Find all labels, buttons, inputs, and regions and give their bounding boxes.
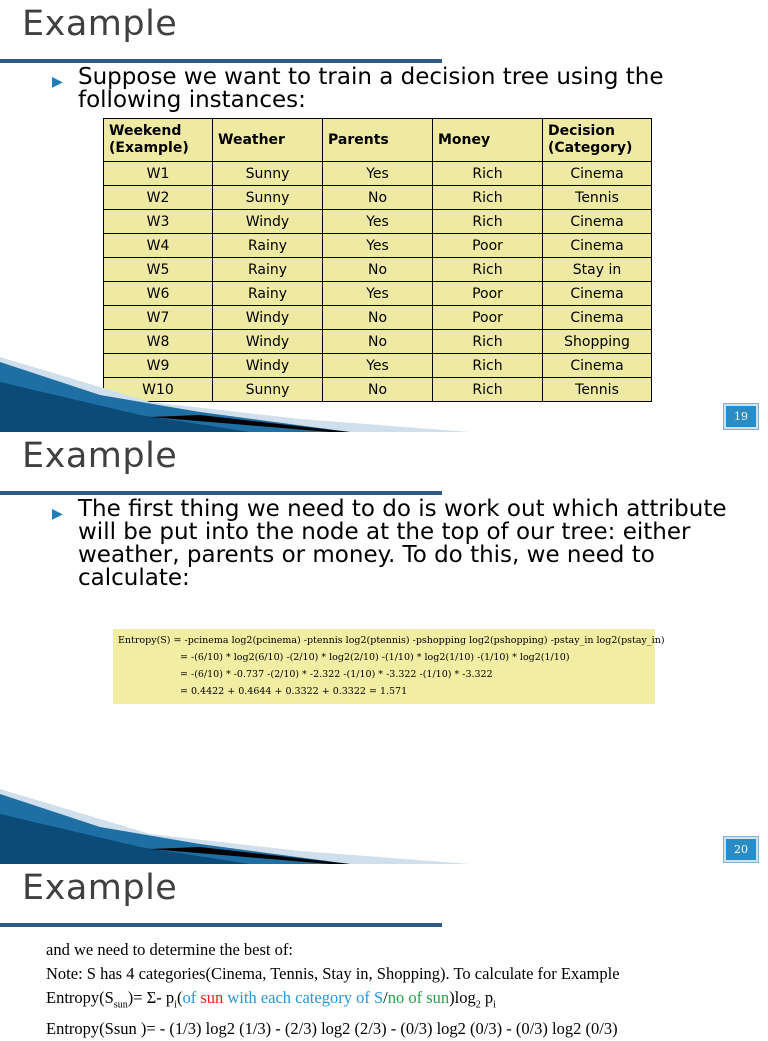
body-line: Note: S has 4 categories(Cinema, Tennis, Stay in, Shopping). To calculate for Example bbox=[46, 964, 620, 983]
table-header-row bbox=[104, 119, 652, 162]
bullet-item bbox=[52, 66, 742, 112]
table-row bbox=[104, 186, 652, 210]
bullet-text: Suppose we want to train a decision tree using the following instances: bbox=[78, 64, 664, 113]
table-cell: Rainy bbox=[213, 234, 323, 258]
triangle-bullet-icon: ▶ bbox=[52, 506, 63, 522]
slide-title: Example bbox=[22, 436, 178, 476]
table-cell: W10 bbox=[104, 378, 213, 402]
table-cell: Cinema bbox=[543, 210, 652, 234]
table-cell: Poor bbox=[433, 306, 543, 330]
table-cell: Yes bbox=[323, 234, 433, 258]
table-cell: Cinema bbox=[543, 306, 652, 330]
table-cell: Tennis bbox=[543, 378, 652, 402]
header-money: Money bbox=[433, 119, 543, 162]
table-cell: Rich bbox=[433, 210, 543, 234]
slide-title: Example bbox=[22, 4, 178, 44]
header-weekend-text: Weekend (Example) bbox=[109, 123, 189, 156]
title-rule bbox=[0, 59, 442, 63]
table-cell: Sunny bbox=[213, 162, 323, 186]
text-run: / bbox=[383, 988, 388, 1007]
body-line: and we need to determine the best of: bbox=[46, 940, 293, 959]
table-cell: W2 bbox=[104, 186, 213, 210]
table-cell: Cinema bbox=[543, 282, 652, 306]
table-cell: Rich bbox=[433, 258, 543, 282]
bullet-item bbox=[52, 498, 742, 590]
table-cell: Shopping bbox=[543, 330, 652, 354]
triangle-bullet-icon: ▶ bbox=[52, 74, 63, 90]
text-run: no of sun bbox=[387, 988, 450, 1007]
table-cell: W3 bbox=[104, 210, 213, 234]
title-rule bbox=[0, 491, 442, 495]
table-cell: W8 bbox=[104, 330, 213, 354]
table-row bbox=[104, 282, 652, 306]
formula-line: = 0.4422 + 0.4644 + 0.3322 + 0.3322 = 1.571 bbox=[180, 686, 408, 697]
table-cell: W9 bbox=[104, 354, 213, 378]
table-cell: W7 bbox=[104, 306, 213, 330]
table-cell: Sunny bbox=[213, 186, 323, 210]
table-cell: Yes bbox=[323, 282, 433, 306]
table-cell: W6 bbox=[104, 282, 213, 306]
slide-number-badge: 20 bbox=[724, 837, 758, 862]
table-cell: Sunny bbox=[213, 378, 323, 402]
table-cell: Cinema bbox=[543, 354, 652, 378]
table-cell: Yes bbox=[323, 354, 433, 378]
body-line bbox=[46, 986, 620, 1017]
table-cell: No bbox=[323, 186, 433, 210]
text-run: )= Σ- p bbox=[127, 988, 175, 1007]
table-cell: Windy bbox=[213, 354, 323, 378]
table-cell: Tennis bbox=[543, 186, 652, 210]
table-cell: Rich bbox=[433, 186, 543, 210]
table-cell: W1 bbox=[104, 162, 213, 186]
title-rule bbox=[0, 923, 442, 927]
slide-20 bbox=[0, 432, 768, 864]
header-decision-text: Decision (Category) bbox=[548, 123, 633, 156]
table-cell: No bbox=[323, 330, 433, 354]
table-cell: Yes bbox=[323, 162, 433, 186]
text-run: )log bbox=[449, 988, 476, 1007]
formula-line: Entropy(S) = -pcinema log2(pcinema) -ptennis log2(ptennis) -pshopping log2(pshopping) -pstay_in log2(pstay_in) bbox=[118, 635, 665, 646]
body-line: Entropy(Ssun )= - (1/3) log2 (1/3) - (2/3) log2 (2/3) - (0/3) log2 (0/3) - (0/3) log2 (0/3) bbox=[46, 1019, 618, 1039]
table-cell: Poor bbox=[433, 282, 543, 306]
header-weekend bbox=[104, 119, 213, 162]
table-cell: Poor bbox=[433, 234, 543, 258]
entropy-formula-box bbox=[113, 629, 665, 704]
text-run: Entropy(S bbox=[46, 988, 114, 1007]
table-cell: Rich bbox=[433, 330, 543, 354]
table-cell: W5 bbox=[104, 258, 213, 282]
decorative-swoosh bbox=[0, 357, 470, 432]
text-run: p bbox=[484, 988, 494, 1007]
subscript: sun bbox=[113, 999, 128, 1011]
table-row bbox=[104, 306, 652, 330]
table-cell: Cinema bbox=[543, 162, 652, 186]
table-row bbox=[104, 330, 652, 354]
table-cell: Cinema bbox=[543, 234, 652, 258]
table-cell: No bbox=[323, 378, 433, 402]
table-cell: W4 bbox=[104, 234, 213, 258]
text-run: of bbox=[182, 988, 197, 1007]
table-row bbox=[104, 162, 652, 186]
table-cell: No bbox=[323, 306, 433, 330]
table-cell: Rainy bbox=[213, 258, 323, 282]
table-cell: Rich bbox=[433, 354, 543, 378]
table-cell: Rainy bbox=[213, 282, 323, 306]
subscript: i bbox=[493, 999, 496, 1011]
slide-19 bbox=[0, 0, 768, 432]
table-cell: Windy bbox=[213, 210, 323, 234]
table-cell: Rich bbox=[433, 378, 543, 402]
slide-number-badge: 19 bbox=[724, 404, 758, 429]
table-cell: Stay in bbox=[543, 258, 652, 282]
table-row bbox=[104, 258, 652, 282]
table-cell: Windy bbox=[213, 306, 323, 330]
slide-21 bbox=[0, 864, 768, 1039]
slide-body-text bbox=[46, 938, 620, 1041]
table-row bbox=[104, 210, 652, 234]
formula-line: = -(6/10) * -0.737 -(2/10) * -2.322 -(1/10) * -3.322 -(1/10) * -3.322 bbox=[180, 669, 493, 680]
header-decision bbox=[543, 119, 652, 162]
table-cell: Yes bbox=[323, 210, 433, 234]
table-cell: Windy bbox=[213, 330, 323, 354]
subscript: i bbox=[174, 999, 177, 1011]
header-parents: Parents bbox=[323, 119, 433, 162]
subscript: 2 bbox=[475, 999, 481, 1011]
table-row bbox=[104, 234, 652, 258]
formula-line: = -(6/10) * log2(6/10) -(2/10) * log2(2/10) -(1/10) * log2(1/10) -(1/10) * log2(1/10) bbox=[180, 652, 570, 663]
text-run: ( bbox=[176, 988, 183, 1007]
decorative-swoosh bbox=[0, 789, 470, 864]
header-weather: Weather bbox=[213, 119, 323, 162]
text-run: with each category of S bbox=[227, 988, 384, 1007]
slide-title: Example bbox=[22, 868, 178, 908]
text-run: sun bbox=[200, 988, 224, 1007]
table-cell: Rich bbox=[433, 162, 543, 186]
table-cell: No bbox=[323, 258, 433, 282]
bullet-text: The first thing we need to do is work out which attribute will be put into the node at the top of our tree: either weather, parents or money. To do this, we need to calculate: bbox=[78, 496, 727, 591]
